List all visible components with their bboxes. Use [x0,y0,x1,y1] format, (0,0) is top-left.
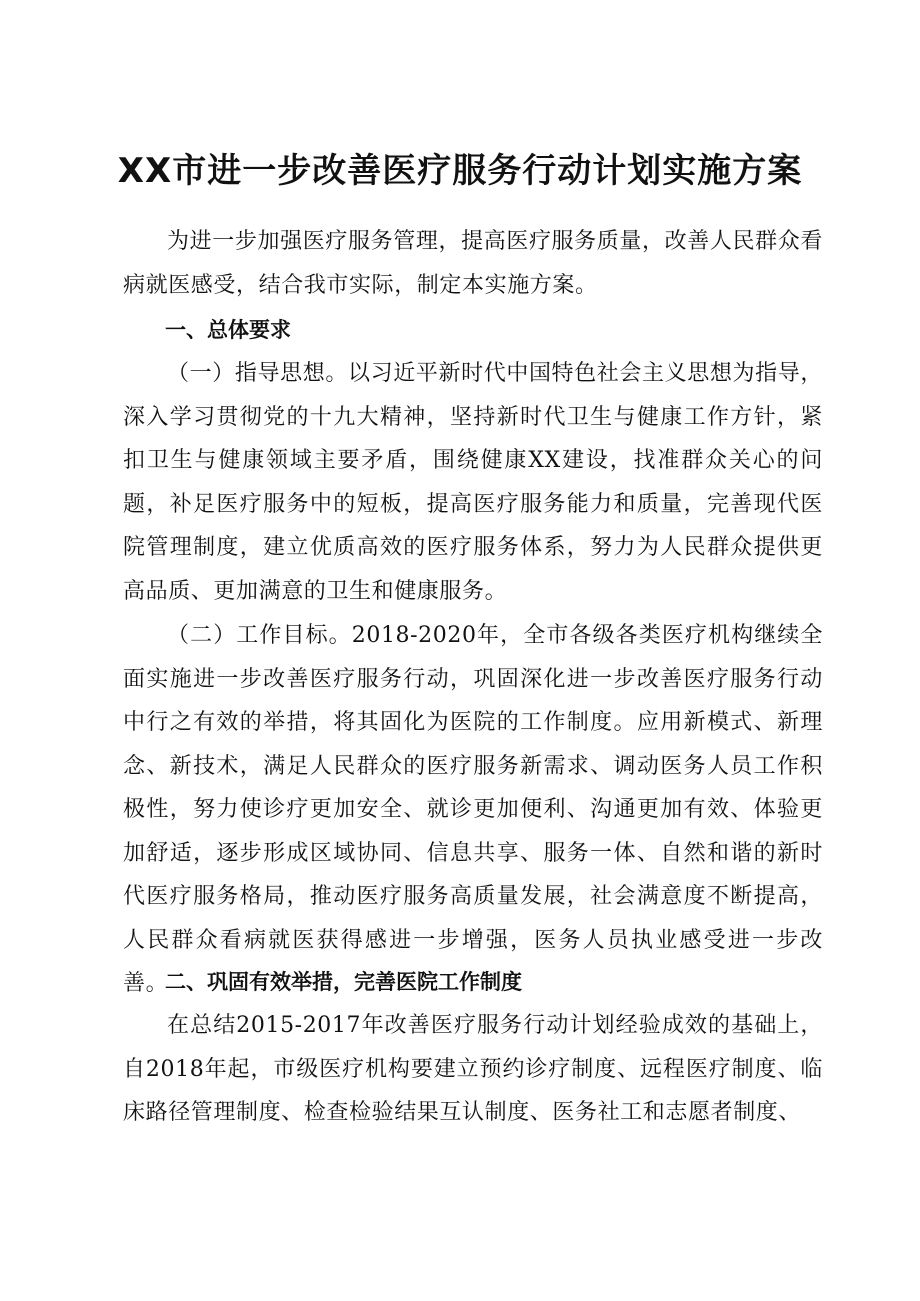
section-heading-2: 二、巩固有效举措，完善医院工作制度 [165,970,522,994]
paragraph-guiding-thought: （一）指导思想。以习近平新时代中国特色社会主义思想为指导，深入学习贯彻党的十九大精神，坚持新时代卫生与健康工作方针，紧扣卫生与健康领域主要矛盾，围绕健康XX建设，找准群众关心的问题，补足医疗服务中的短板，提高医疗服务能力和质量，完善现代医院管理制度，建立优质高效的医疗服务体系，努力为人民群众提供更高品质、更加满意的卫生和健康服务。 [123,361,823,604]
document-title: XX市进一步改善医疗服务行动计划实施方案 [117,151,803,191]
section-heading-1: 一、总体要求 [165,318,291,342]
paragraph-work-goals: （二）工作目标。2018-2020年，全市各级各类医疗机构继续全面实施进一步改善医疗服务行动，巩固深化进一步改善医疗服务行动中行之有效的举措，将其固化为医院的工作制度。应用新模式、新理念、新技术，满足人民群众的医疗服务新需求、调动医务人员工作积极性，努力使诊疗更加安全、就诊更加便利、沟通更加有效、体验更加舒适，逐步形成区域协同、信息共享、服务一体、自然和谐的新时代医疗服务格局，推动医疗服务高质量发展，社会满意度不断提高，人民群众看病就医获得感进一步增强，医务人员执业感受进一步改善。 [123,623,823,996]
paragraph-consolidate-measures: 在总结2015-2017年改善医疗服务行动计划经验成效的基础上，自2018年起，市级医疗机构要建立预约诊疗制度、远程医疗制度、临床路径管理制度、检查检验结果互认制度、医务社工和志愿者制度、 [123,1013,823,1125]
intro-paragraph: 为进一步加强医疗服务管理，提高医疗服务质量，改善人民群众看病就医感受，结合我市实际，制定本实施方案。 [123,229,823,298]
